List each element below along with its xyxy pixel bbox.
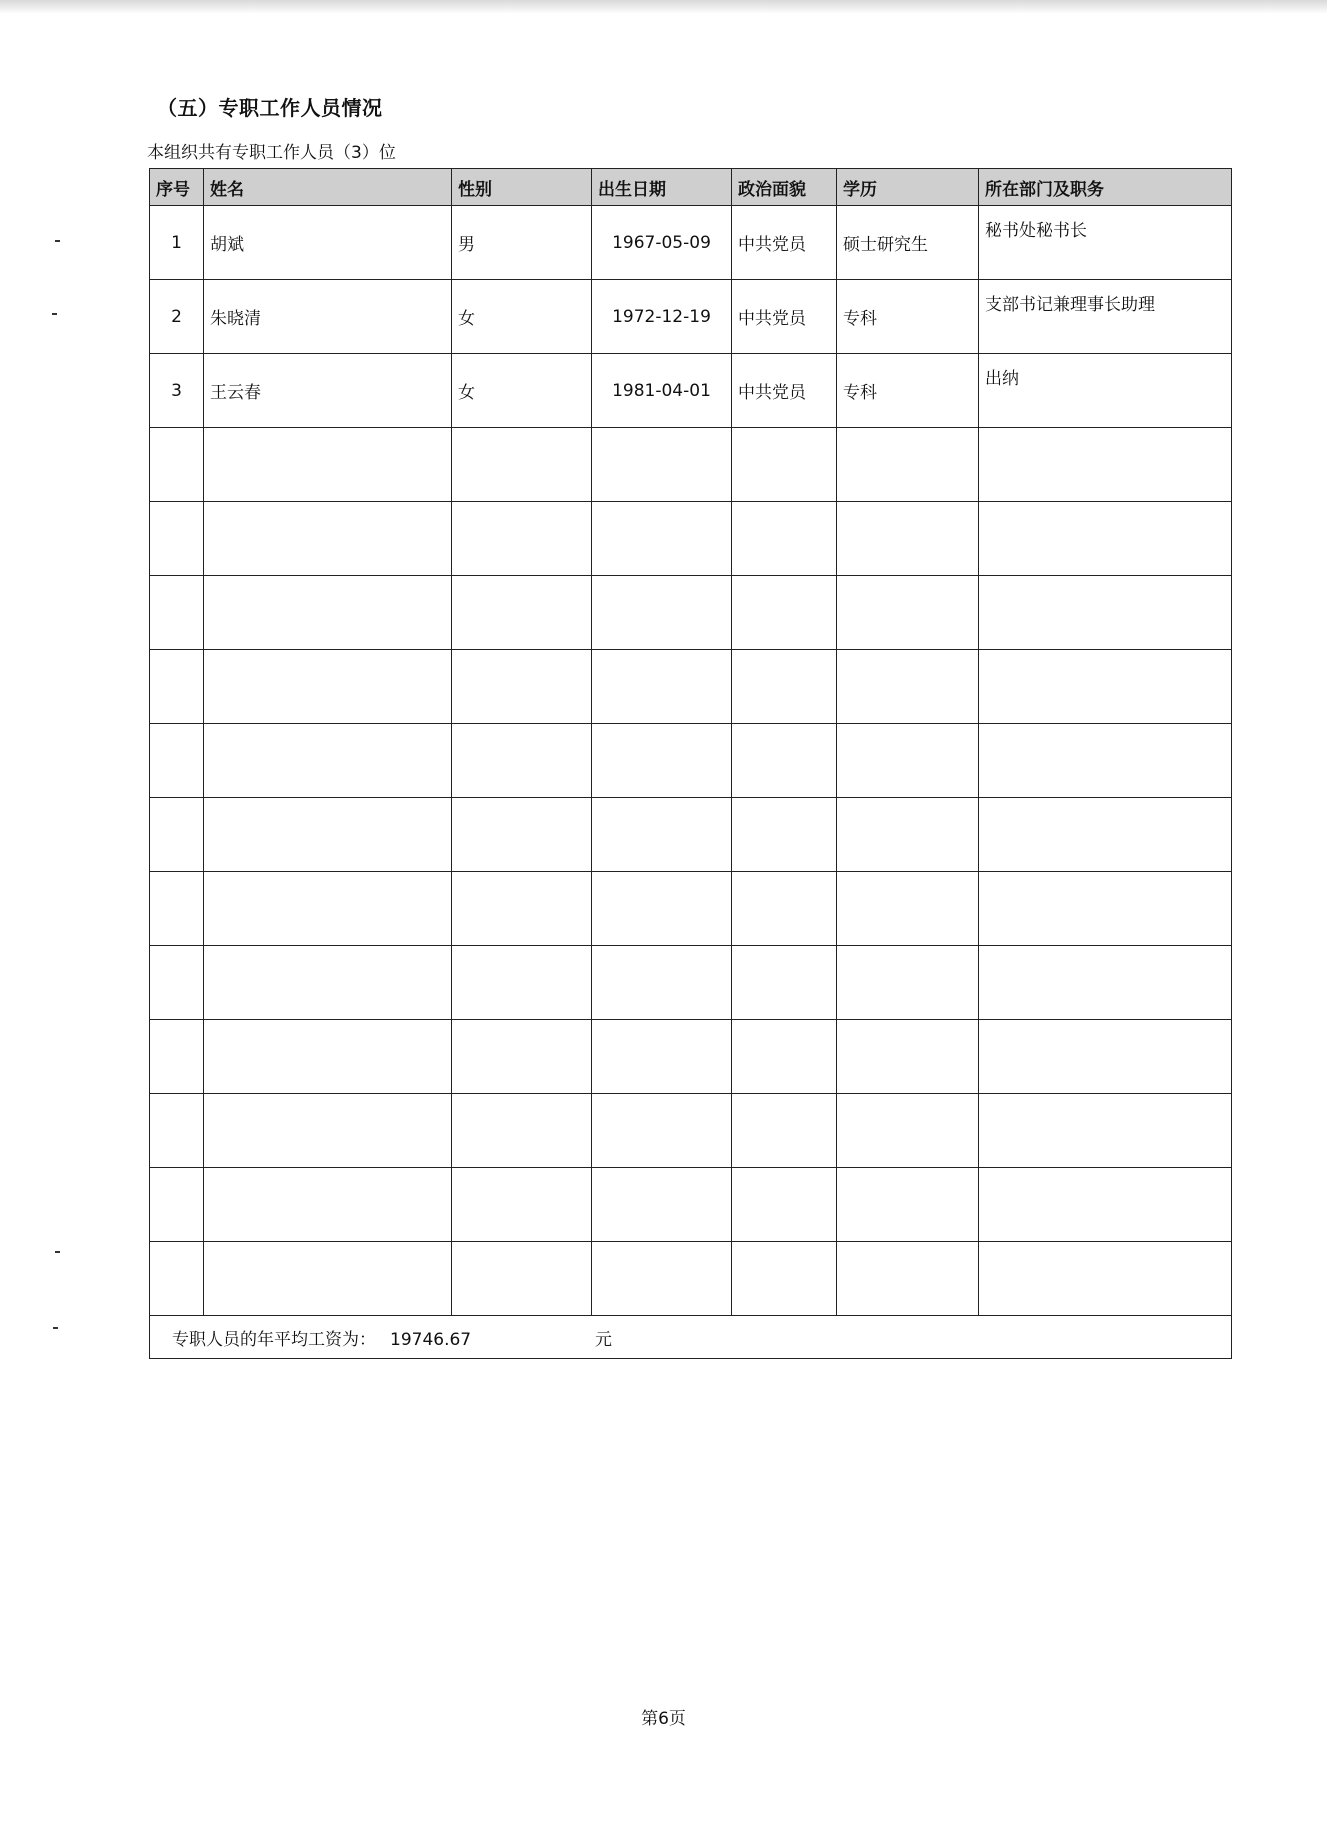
salary-cell: [150, 1316, 1232, 1359]
page-number: 第6页: [641, 1709, 686, 1729]
cell-index: [150, 798, 204, 872]
cell-index: [150, 1168, 204, 1242]
cell-gender: [452, 1168, 592, 1242]
cell-name: [204, 798, 452, 872]
cell-name: [204, 724, 452, 798]
cell-gender: [452, 946, 592, 1020]
table-row: [150, 428, 1232, 502]
salary-row: [150, 1316, 1232, 1359]
table-row: [150, 872, 1232, 946]
table-row: [150, 1094, 1232, 1168]
cell-gender: 男: [452, 206, 592, 280]
header-gender: 性别: [452, 169, 592, 206]
header-political-status: 政治面貌: [732, 169, 837, 206]
cell-birth-date: [592, 798, 732, 872]
cell-index: 1: [150, 206, 204, 280]
cell-name: 王云春: [204, 354, 452, 428]
header-education: 学历: [837, 169, 979, 206]
cell-political-status: [732, 946, 837, 1020]
cell-education: [837, 502, 979, 576]
cell-political-status: [732, 1242, 837, 1316]
table-row: [150, 798, 1232, 872]
cell-education: [837, 428, 979, 502]
cell-gender: [452, 1020, 592, 1094]
cell-name: 朱晓清: [204, 280, 452, 354]
cell-gender: [452, 576, 592, 650]
cell-name: 胡斌: [204, 206, 452, 280]
cell-index: [150, 576, 204, 650]
cell-education: [837, 724, 979, 798]
cell-political-status: [732, 576, 837, 650]
cell-department-position: [979, 650, 1232, 724]
table-row: [150, 206, 1232, 280]
table-row: [150, 280, 1232, 354]
cell-gender: [452, 724, 592, 798]
cell-department-position: [979, 502, 1232, 576]
cell-name: [204, 1020, 452, 1094]
cell-department-position: 支部书记兼理事长助理: [979, 280, 1232, 354]
cell-education: [837, 1242, 979, 1316]
cell-gender: [452, 798, 592, 872]
cell-department-position: 秘书处秘书长: [979, 206, 1232, 280]
salary-unit: 元: [595, 1329, 612, 1350]
table-row: [150, 1168, 1232, 1242]
cell-education: 专科: [837, 354, 979, 428]
table-row: [150, 576, 1232, 650]
cell-department-position: [979, 1094, 1232, 1168]
cell-name: [204, 872, 452, 946]
table-row: [150, 1020, 1232, 1094]
cell-index: [150, 872, 204, 946]
cell-education: [837, 1094, 979, 1168]
cell-department-position: [979, 428, 1232, 502]
cell-name: [204, 946, 452, 1020]
cell-birth-date: [592, 1242, 732, 1316]
cell-index: 3: [150, 354, 204, 428]
cell-department-position: 出纳: [979, 354, 1232, 428]
salary-value: 19746.67: [390, 1329, 472, 1350]
cell-gender: [452, 502, 592, 576]
cell-birth-date: [592, 872, 732, 946]
cell-name: [204, 428, 452, 502]
cell-index: [150, 650, 204, 724]
cell-political-status: 中共党员: [732, 206, 837, 280]
table-row: [150, 354, 1232, 428]
section-title: （五）专职工作人员情况: [157, 96, 383, 120]
cell-gender: [452, 428, 592, 502]
cell-index: [150, 724, 204, 798]
cell-political-status: 中共党员: [732, 280, 837, 354]
cell-education: [837, 576, 979, 650]
header-birth-date: 出生日期: [592, 169, 732, 206]
cell-political-status: [732, 428, 837, 502]
cell-name: [204, 502, 452, 576]
cell-index: [150, 428, 204, 502]
table-header-row: [150, 169, 1232, 206]
cell-political-status: [732, 724, 837, 798]
cell-gender: 女: [452, 354, 592, 428]
scan-speck: [52, 313, 57, 315]
cell-birth-date: [592, 502, 732, 576]
cell-birth-date: 1967-05-09: [592, 206, 732, 280]
cell-birth-date: [592, 650, 732, 724]
cell-birth-date: [592, 946, 732, 1020]
cell-political-status: [732, 798, 837, 872]
cell-birth-date: [592, 1168, 732, 1242]
cell-index: [150, 1020, 204, 1094]
cell-department-position: [979, 576, 1232, 650]
table-row: [150, 946, 1232, 1020]
cell-political-status: [732, 650, 837, 724]
scan-speck: [53, 1327, 58, 1329]
cell-department-position: [979, 724, 1232, 798]
cell-gender: [452, 872, 592, 946]
cell-birth-date: 1972-12-19: [592, 280, 732, 354]
cell-department-position: [979, 1242, 1232, 1316]
cell-index: [150, 1094, 204, 1168]
cell-index: 2: [150, 280, 204, 354]
header-index: 序号: [150, 169, 204, 206]
cell-education: [837, 946, 979, 1020]
table-row: [150, 502, 1232, 576]
cell-name: [204, 1242, 452, 1316]
cell-political-status: [732, 502, 837, 576]
cell-gender: 女: [452, 280, 592, 354]
cell-education: 硕士研究生: [837, 206, 979, 280]
scan-speck: [55, 240, 60, 242]
cell-name: [204, 1094, 452, 1168]
cell-birth-date: [592, 576, 732, 650]
header-name: 姓名: [204, 169, 452, 206]
staff-table: [149, 168, 1232, 1359]
cell-index: [150, 946, 204, 1020]
cell-birth-date: [592, 1020, 732, 1094]
scan-speck: [55, 1251, 60, 1253]
cell-birth-date: 1981-04-01: [592, 354, 732, 428]
cell-gender: [452, 1094, 592, 1168]
cell-department-position: [979, 1020, 1232, 1094]
cell-birth-date: [592, 724, 732, 798]
cell-gender: [452, 650, 592, 724]
cell-index: [150, 502, 204, 576]
cell-gender: [452, 1242, 592, 1316]
cell-name: [204, 650, 452, 724]
header-department-position: 所在部门及职务: [979, 169, 1232, 206]
cell-education: [837, 1020, 979, 1094]
cell-political-status: 中共党员: [732, 354, 837, 428]
cell-name: [204, 1168, 452, 1242]
cell-name: [204, 576, 452, 650]
cell-education: [837, 650, 979, 724]
cell-birth-date: [592, 428, 732, 502]
cell-department-position: [979, 872, 1232, 946]
table-row: [150, 1242, 1232, 1316]
cell-index: [150, 1242, 204, 1316]
staff-count-statement: 本组织共有专职工作人员（3）位: [147, 143, 396, 163]
cell-education: [837, 872, 979, 946]
cell-political-status: [732, 1094, 837, 1168]
cell-political-status: [732, 1168, 837, 1242]
cell-education: 专科: [837, 280, 979, 354]
cell-political-status: [732, 872, 837, 946]
cell-department-position: [979, 946, 1232, 1020]
table-row: [150, 650, 1232, 724]
scan-edge-shadow: [0, 0, 1327, 14]
cell-department-position: [979, 798, 1232, 872]
cell-birth-date: [592, 1094, 732, 1168]
cell-political-status: [732, 1020, 837, 1094]
cell-education: [837, 1168, 979, 1242]
cell-department-position: [979, 1168, 1232, 1242]
cell-education: [837, 798, 979, 872]
table-row: [150, 724, 1232, 798]
salary-label: 专职人员的年平均工资为：: [172, 1329, 376, 1350]
